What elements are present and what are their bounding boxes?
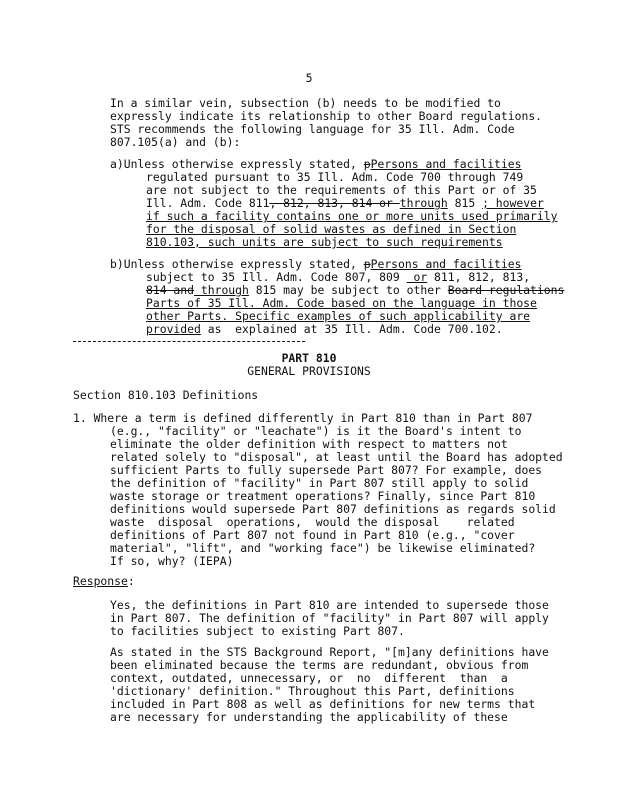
response-line: Yes, the definitions in Part 810 are intended to supersede those [110, 598, 549, 612]
intro-line: expressly indicate its relationship to other Board regulations. [110, 109, 543, 123]
question-line: sufficient Parts to fully supersede Part 807? For example, does [110, 463, 543, 477]
response-label: Response [73, 574, 128, 588]
response-line: are necessary for understanding the applicability of these [110, 710, 508, 724]
item-a-line: regulated pursuant to 35 Ill. Adm. Code 700 through 749 [146, 170, 524, 184]
intro-line: 807.105(a) and (b): [110, 135, 241, 149]
response-line: included in Part 808 as well as definitions for new terms that [110, 697, 536, 711]
item-b-line: Parts of 35 Ill. Adm. Code based on the language in those [146, 296, 537, 310]
question-line: related solely to "disposal", at least until the Board has adopted [110, 450, 563, 464]
question-line: waste storage or treatment operations? Finally, since Part 810 [110, 489, 536, 503]
response-heading: Response: [73, 574, 135, 588]
page-number: 5 [305, 71, 313, 85]
item-a-line: 810.103, such units are subject to such requirements [146, 235, 503, 249]
response-line: in Part 807. The definition of "facility" in Part 807 will apply [110, 611, 549, 625]
question-line: 1. Where a term is defined differently in Part 810 than in Part 807 [73, 411, 533, 425]
response-line: to facilities subject to existing Part 807. [110, 624, 405, 638]
item-b-line: b)Unless otherwise expressly stated, pPersons and facilities [110, 257, 522, 271]
item-a-line: Ill. Adm. Code 811, 812, 813, 814 or through 815 ; however [146, 196, 544, 210]
question-line: material", "lift", and "working face") be likewise eliminated? [110, 541, 536, 555]
item-a-line: a)Unless otherwise expressly stated, pPersons and facilities [110, 157, 522, 171]
section-heading: Section 810.103 Definitions [73, 388, 259, 402]
separator-rule [73, 341, 305, 342]
question-line: the definition of "facility" in Part 807 still apply to solid [110, 476, 529, 490]
question-line: definitions of Part 807 not found in Part 810 (e.g., "cover [110, 528, 515, 542]
response-line: been eliminated because the terms are redundant, obvious from [110, 658, 529, 672]
intro-line: STS recommends the following language for 35 Ill. Adm. Code [110, 122, 515, 136]
item-b-line: other Parts. Specific examples of such applicability are [146, 309, 531, 323]
item-a-line: are not subject to the requirements of this Part or of 35 [146, 183, 537, 197]
question-line: If so, why? (IEPA) [110, 554, 234, 568]
item-b-line: provided as explained at 35 Ill. Adm. Code 700.102. [146, 322, 503, 336]
response-line: 'dictionary' definition." Throughout this Part, definitions [110, 684, 515, 698]
intro-line: In a similar vein, subsection (b) needs to be modified to [110, 96, 501, 110]
item-b-line: subject to 35 Ill. Adm. Code 807, 809 or 811, 812, 813, [146, 270, 531, 284]
question-line: eliminate the older definition with respect to matters not [110, 437, 508, 451]
part-subheading: GENERAL PROVISIONS [247, 364, 371, 378]
question-line: definitions would supersede Part 807 definitions as regards solid [110, 502, 556, 516]
response-line: As stated in the STS Background Report, "[m]any definitions have [110, 645, 549, 659]
part-heading: PART 810 [281, 351, 337, 365]
item-a-line: if such a facility contains one or more units used primarily [146, 209, 558, 223]
question-line: waste disposal operations, would the disposal related [110, 515, 515, 529]
response-line: context, outdated, unnecessary, or no different than a [110, 671, 508, 685]
item-a-line: for the disposal of solid wastes as defined in Section [146, 222, 517, 236]
question-line: (e.g., "facility" or "leachate") is it the Board's intent to [110, 424, 522, 438]
item-b-line: 814 and through 815 may be subject to other Board regulations [146, 283, 565, 297]
